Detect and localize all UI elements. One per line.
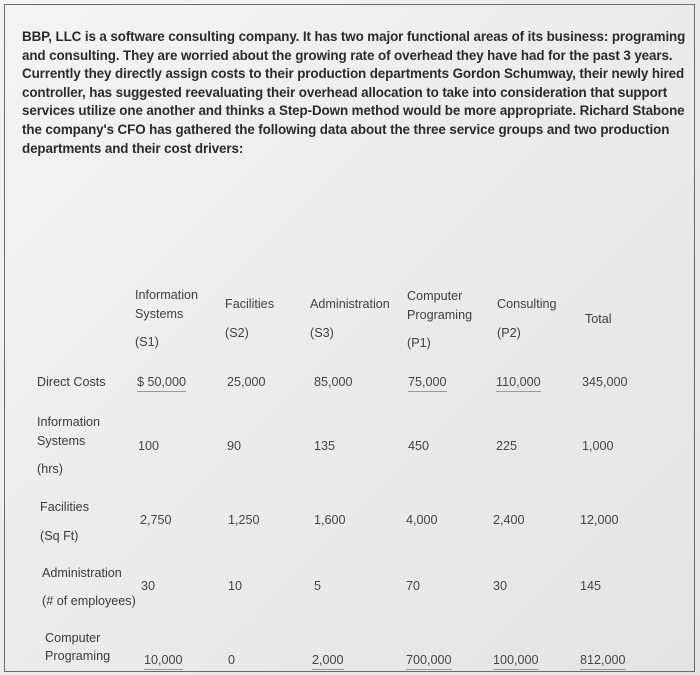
col-header-s1-code: (S1) bbox=[135, 335, 159, 349]
cell-direct-costs-total: 345,000 bbox=[582, 375, 628, 389]
cell-computer-programing-total: 812,000 bbox=[580, 651, 626, 670]
cell-info-systems-s1: 100 bbox=[138, 439, 160, 453]
cell-info-systems-s2: 90 bbox=[227, 439, 242, 453]
col-header-s2-line1: Facilities bbox=[225, 297, 274, 311]
cell-facilities-p1: 4,000 bbox=[406, 513, 438, 527]
cell-info-systems-s3: 135 bbox=[314, 439, 336, 453]
col-header-s3-line1: Administration bbox=[310, 297, 390, 311]
col-header-total: Total bbox=[585, 312, 612, 326]
cell-administration-p1: 70 bbox=[406, 579, 421, 593]
cell-info-systems-p2: 225 bbox=[496, 439, 518, 453]
row-label-computer-programing-1: Computer bbox=[45, 631, 101, 645]
col-header-p2-line1: Consulting bbox=[497, 297, 557, 311]
col-header-s1-line1: Information bbox=[135, 288, 198, 302]
cell-info-systems-p1: 450 bbox=[408, 439, 430, 453]
row-label-administration-1: Administration bbox=[42, 566, 122, 580]
col-header-s3-code: (S3) bbox=[310, 326, 334, 340]
cell-administration-p2: 30 bbox=[493, 579, 508, 593]
problem-description: BBP, LLC is a software consulting company. It has two major functional areas of its business: programing and consulting. They are worried about the growing rate of overhead they have had for the past 3 years. Currently they directly assign costs to their production departments Gordon Schumway, their newly hired controller, has suggested reevaluating their overhead allocation to take into consideration that support services utilize one another and thinks a Step-Down method would be more appropriate. Richard Stabone the company's CFO has gathered the following data about the three service groups and two production departments and their cost drivers: bbox=[22, 29, 686, 156]
cell-direct-costs-p2: 110,000 bbox=[496, 373, 541, 392]
col-header-p1-code: (P1) bbox=[407, 336, 431, 350]
cell-facilities-total: 12,000 bbox=[580, 513, 619, 527]
row-label-facilities-unit: (Sq Ft) bbox=[40, 529, 79, 543]
cell-facilities-p2: 2,400 bbox=[493, 513, 525, 527]
cell-facilities-s3: 1,600 bbox=[314, 513, 346, 527]
cell-direct-costs-p1: 75,000 bbox=[408, 373, 447, 392]
row-label-info-systems-unit: (hrs) bbox=[37, 462, 63, 476]
cell-computer-programing-p1: 700,000 bbox=[406, 651, 452, 670]
cell-administration-s3: 5 bbox=[314, 579, 322, 593]
row-label-direct-costs: Direct Costs bbox=[37, 375, 106, 389]
cell-direct-costs-s3: 85,000 bbox=[314, 375, 353, 389]
row-label-info-systems-2: Systems bbox=[37, 434, 86, 448]
cell-computer-programing-s3: 2,000 bbox=[312, 651, 344, 670]
cell-computer-programing-s1: 10,000 bbox=[144, 651, 183, 670]
col-header-p2-code: (P2) bbox=[497, 326, 521, 340]
cell-computer-programing-p2: 100,000 bbox=[493, 651, 539, 670]
cell-administration-s2: 10 bbox=[228, 579, 243, 593]
cell-computer-programing-s2: 0 bbox=[228, 653, 236, 667]
row-label-computer-programing-2: Programing bbox=[45, 649, 111, 663]
col-header-s2-code: (S2) bbox=[225, 326, 249, 340]
row-label-administration-unit: (# of employees) bbox=[42, 594, 136, 608]
cell-info-systems-total: 1,000 bbox=[582, 439, 614, 453]
cell-facilities-s1: 2,750 bbox=[140, 513, 172, 527]
cell-facilities-s2: 1,250 bbox=[228, 513, 260, 527]
col-header-p1-line2: Programing bbox=[407, 308, 473, 322]
cell-administration-s1: 30 bbox=[141, 579, 156, 593]
col-header-s1-line2: Systems bbox=[135, 307, 184, 321]
row-label-facilities-1: Facilities bbox=[40, 500, 89, 514]
col-header-p1-line1: Computer bbox=[407, 289, 463, 303]
cell-direct-costs-s1: $ 50,000 bbox=[137, 373, 186, 392]
row-label-info-systems-1: Information bbox=[37, 415, 100, 429]
cell-administration-total: 145 bbox=[580, 579, 602, 593]
cell-direct-costs-s2: 25,000 bbox=[227, 375, 266, 389]
